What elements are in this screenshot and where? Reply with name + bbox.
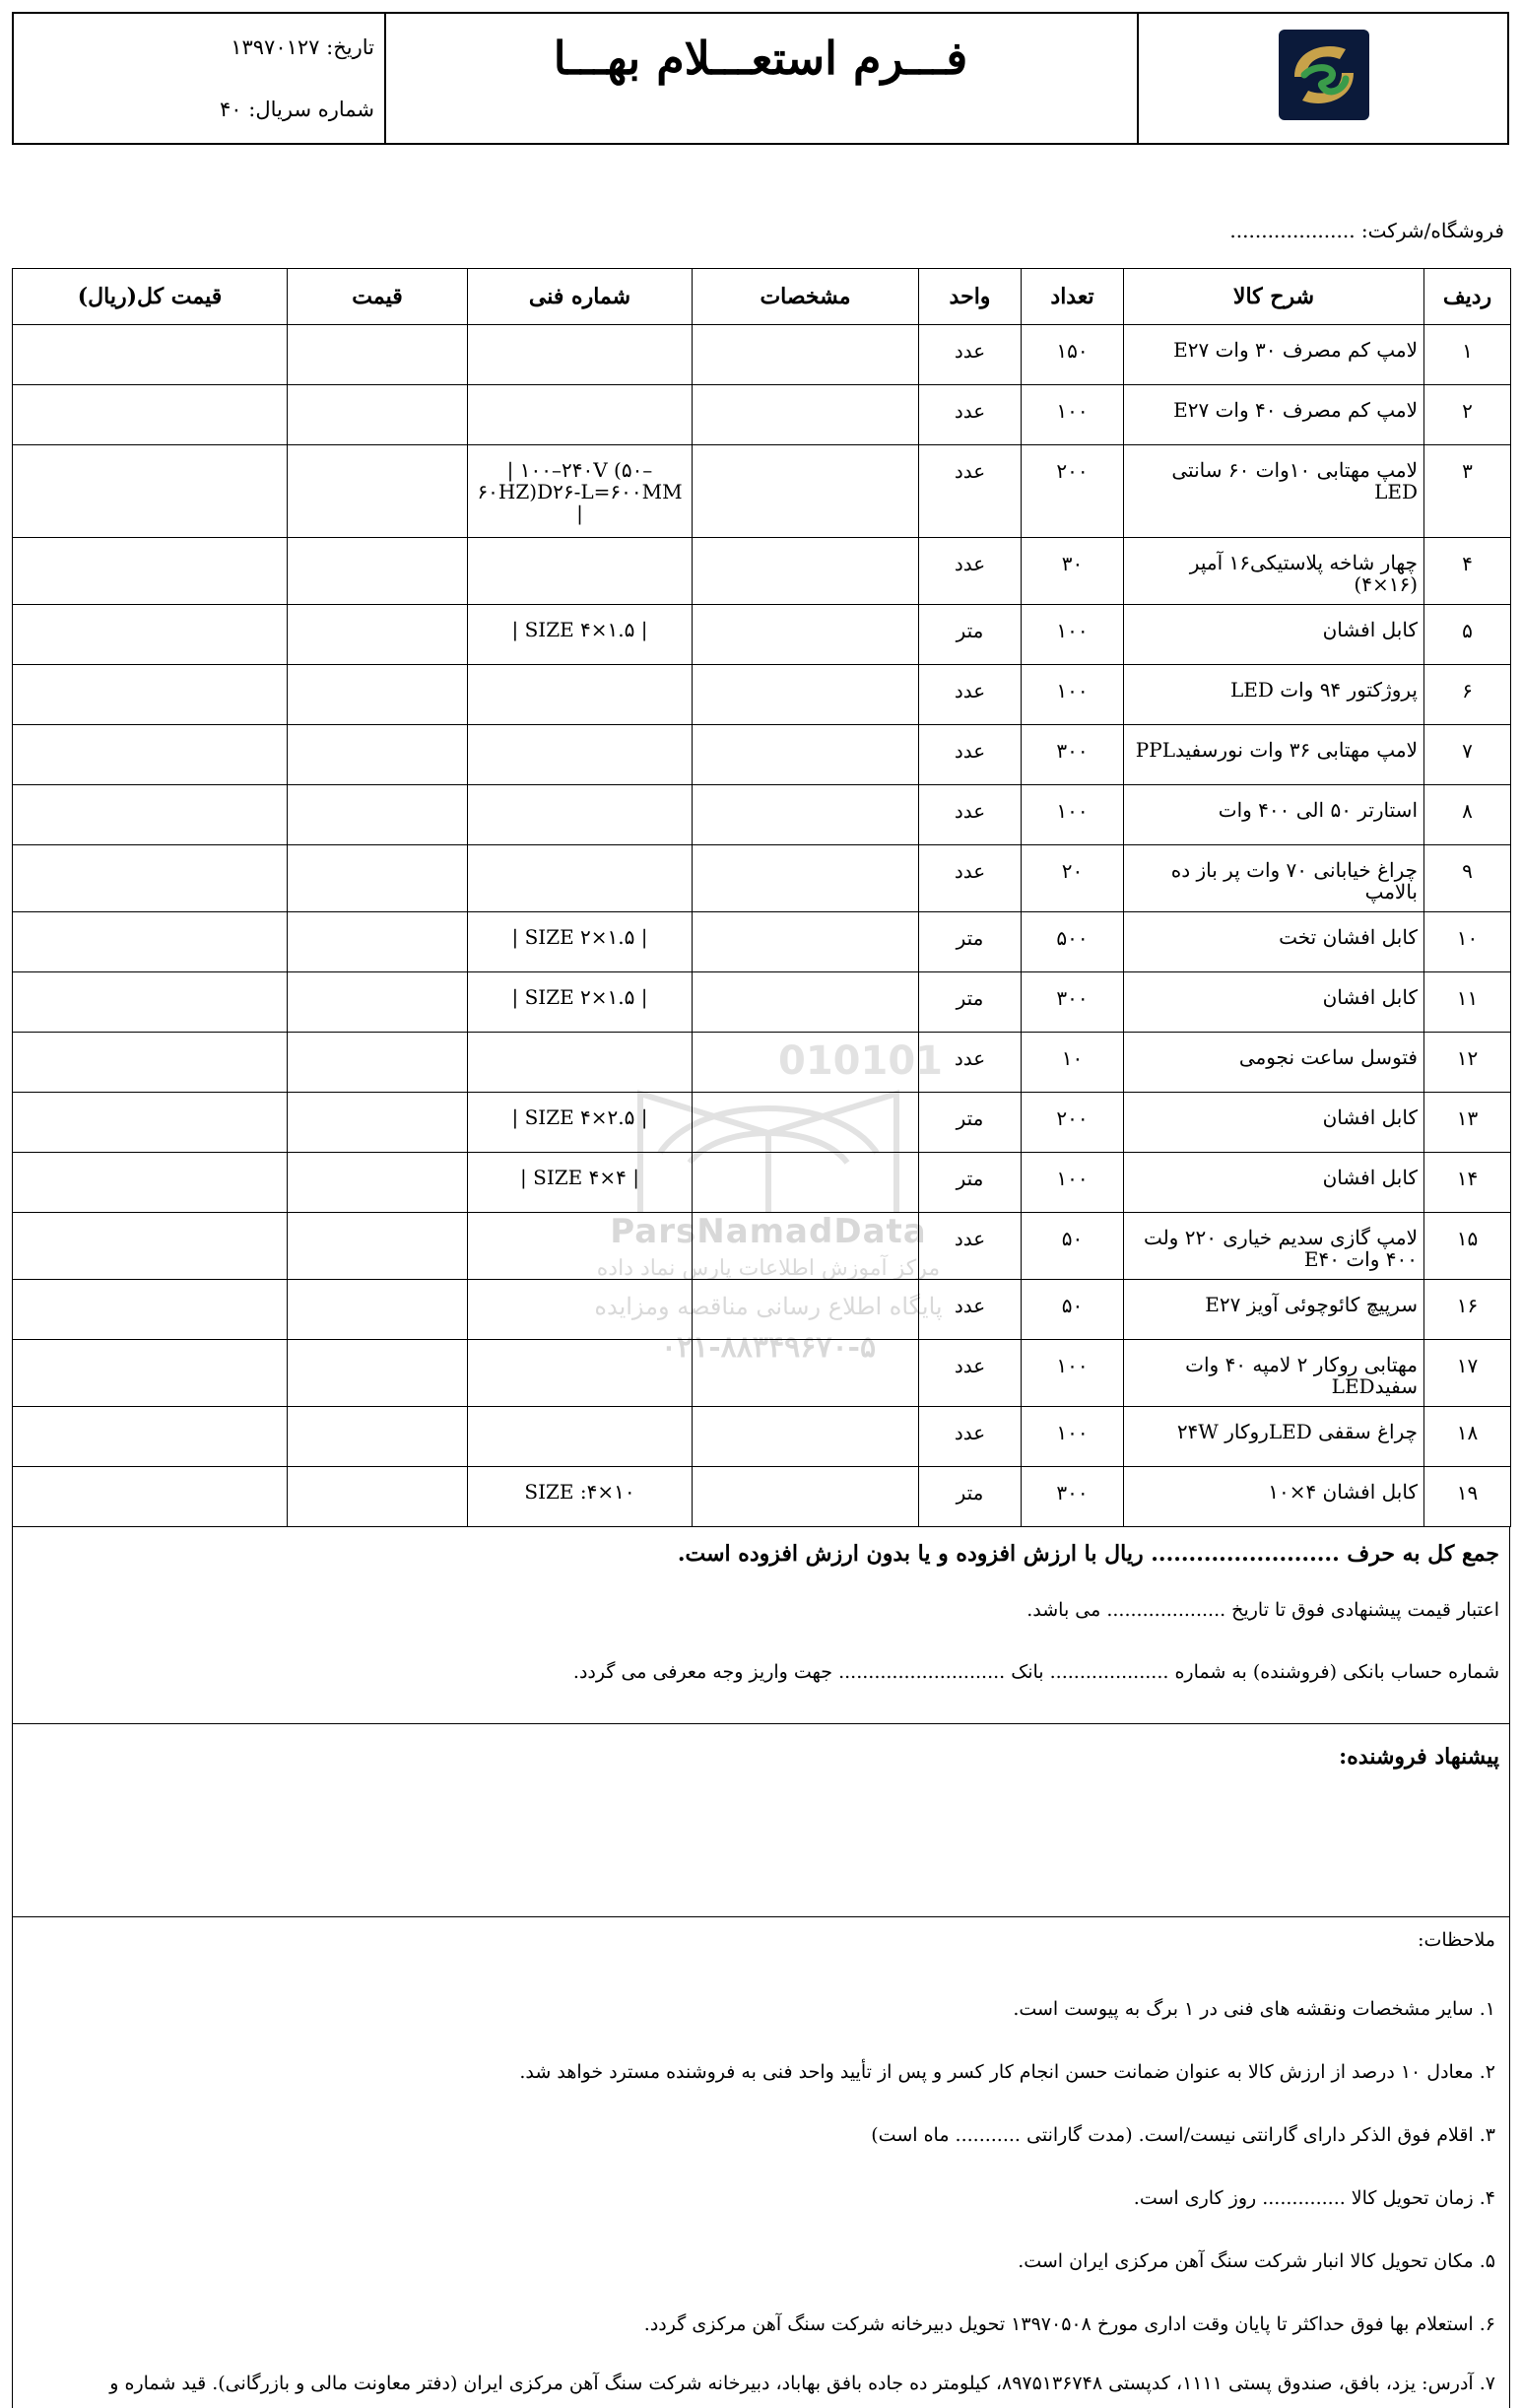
form-title: فـــرم استعـــلام بهـــا	[553, 32, 968, 85]
item-total-price	[13, 1213, 288, 1280]
item-quantity: ۱۰۰	[1022, 665, 1124, 725]
item-unit: متر	[919, 1467, 1022, 1527]
item-quantity: ۳۰۰	[1022, 725, 1124, 785]
item-quantity: ۱۵۰	[1022, 325, 1124, 385]
item-spec	[693, 845, 919, 912]
table-row	[13, 325, 1511, 385]
item-tech-number	[468, 1033, 693, 1093]
row-number: ۱۶	[1424, 1280, 1511, 1340]
item-spec	[693, 1467, 919, 1527]
item-description: کابل افشان ۴×۱۰	[1124, 1467, 1424, 1527]
table-row	[13, 1340, 1511, 1407]
row-number: ۱۵	[1424, 1213, 1511, 1280]
table-row	[13, 538, 1511, 605]
item-total-price	[13, 912, 288, 972]
item-price	[288, 445, 468, 538]
item-description: کابل افشان	[1124, 605, 1424, 665]
row-number: ۹	[1424, 845, 1511, 912]
item-tech-number	[468, 845, 693, 912]
form-header	[12, 12, 1509, 145]
item-spec	[693, 1033, 919, 1093]
item-spec	[693, 785, 919, 845]
item-unit: عدد	[919, 445, 1022, 538]
table-row	[13, 1467, 1511, 1527]
item-quantity: ۲۰۰	[1022, 445, 1124, 538]
item-description: چهار شاخه پلاستیکی۱۶ آمپر (۱۶×۴)	[1124, 538, 1424, 605]
item-price	[288, 972, 468, 1033]
item-tech-number: | SIZE ۴×۲.۵ |	[468, 1093, 693, 1153]
col-header-price: قیمت	[288, 269, 468, 325]
item-spec	[693, 1093, 919, 1153]
item-spec	[693, 1280, 919, 1340]
item-spec	[693, 665, 919, 725]
note-item: ۳. اقلام فوق الذکر دارای گارانتی نیست/است. (مدت گارانتی ........... ماه است)	[871, 2124, 1495, 2146]
item-total-price	[13, 1153, 288, 1213]
note-item: ۷. آدرس: یزد، بافق، صندوق پستی ۱۱۱۱، کدپستی ۸۹۷۵۱۳۶۷۴۸، کیلومتر ده جاده بافق بهاباد، دبیرخانه شرکت سنگ آهن مرکزی ایران (دفتر معاونت مالی و بازرگانی). قید شماره و	[109, 2373, 1495, 2394]
item-price	[288, 912, 468, 972]
item-spec	[693, 725, 919, 785]
item-tech-number: SIZE :۴×۱۰	[468, 1467, 693, 1527]
item-quantity: ۱۰۰	[1022, 785, 1124, 845]
serial-line	[14, 98, 374, 121]
table-row	[13, 1407, 1511, 1467]
item-description: لامپ کم مصرف ۴۰ وات E۲۷	[1124, 385, 1424, 445]
item-spec	[693, 538, 919, 605]
item-price	[288, 1213, 468, 1280]
item-quantity: ۱۰	[1022, 1033, 1124, 1093]
date-line	[14, 35, 374, 59]
item-unit: عدد	[919, 1340, 1022, 1407]
item-spec	[693, 972, 919, 1033]
item-total-price	[13, 725, 288, 785]
item-tech-number	[468, 1407, 693, 1467]
item-spec	[693, 912, 919, 972]
item-total-price	[13, 445, 288, 538]
item-tech-number: | ۱۰۰–۲۴۰V (۵۰– ۶۰HZ)D۲۶-L=۶۰۰MM |	[468, 445, 693, 538]
note-item: ۵. مکان تحویل کالا انبار شرکت سنگ آهن مرکزی ایران است.	[1018, 2250, 1495, 2272]
item-tech-number	[468, 385, 693, 445]
item-description: سرپیچ کائوچوئی آویز E۲۷	[1124, 1280, 1424, 1340]
table-header-row	[13, 269, 1511, 325]
table-row	[13, 1093, 1511, 1153]
item-quantity: ۱۰۰	[1022, 1153, 1124, 1213]
item-unit: عدد	[919, 845, 1022, 912]
item-unit: متر	[919, 1153, 1022, 1213]
serial-label: شماره سریال:	[248, 98, 374, 121]
item-description: لامپ مهتابی ۱۰وات ۶۰ سانتی LED	[1124, 445, 1424, 538]
item-total-price	[13, 1467, 288, 1527]
item-price	[288, 665, 468, 725]
item-spec	[693, 445, 919, 538]
row-number: ۷	[1424, 725, 1511, 785]
header-divider-right	[1137, 14, 1139, 143]
item-total-price	[13, 1093, 288, 1153]
col-header-qty: تعداد	[1022, 269, 1124, 325]
item-price	[288, 385, 468, 445]
item-quantity: ۱۰۰	[1022, 1407, 1124, 1467]
table-row	[13, 725, 1511, 785]
item-price	[288, 1153, 468, 1213]
item-tech-number	[468, 1213, 693, 1280]
item-total-price	[13, 1407, 288, 1467]
note-item: ۱. سایر مشخصات ونقشه های فنی در ۱ برگ به پیوست است.	[1013, 1998, 1495, 2020]
col-header-unit: واحد	[919, 269, 1022, 325]
item-tech-number: | SIZE ۴×۴ |	[468, 1153, 693, 1213]
item-quantity: ۱۰۰	[1022, 385, 1124, 445]
item-description: کابل افشان تخت	[1124, 912, 1424, 972]
seller-proposal-title: پیشنهاد فروشنده:	[1339, 1744, 1499, 1770]
serial-value: ۴۰	[220, 98, 242, 121]
watermark-line1: مرکز آموزش اطلاعات پارس نماد داده	[596, 1256, 941, 1281]
watermark-phone: ۰۲۱-۸۸۳۴۹۶۷۰-۵	[660, 1330, 877, 1365]
item-tech-number	[468, 325, 693, 385]
item-price	[288, 538, 468, 605]
notes-title: ملاحظات:	[1418, 1929, 1495, 1951]
date-value: ۱۳۹۷۰۱۲۷	[231, 35, 320, 59]
price-validity: اعتبار قیمت پیشنهادی فوق تا تاریخ .................... می باشد.	[1026, 1599, 1499, 1621]
col-header-tech-no: شماره فنی	[468, 269, 693, 325]
row-number: ۶	[1424, 665, 1511, 725]
watermark-line2: پایگاه اطلاع رسانی مناقصه ومزایده	[594, 1293, 943, 1320]
item-quantity: ۵۰۰	[1022, 912, 1124, 972]
item-unit: متر	[919, 605, 1022, 665]
item-description: پروژکتور ۹۴ وات LED	[1124, 665, 1424, 725]
item-total-price	[13, 325, 288, 385]
item-price	[288, 1340, 468, 1407]
item-unit: متر	[919, 972, 1022, 1033]
item-tech-number: | SIZE ۲×۱.۵ |	[468, 912, 693, 972]
item-description: کابل افشان	[1124, 1153, 1424, 1213]
summary-section	[12, 1527, 1510, 1724]
notes-section	[12, 1917, 1510, 2408]
note-item: ۶. استعلام بها فوق حداکثر تا پایان وقت اداری مورخ ۱۳۹۷۰۵۰۸ تحویل دبیرخانه شرکت سنگ آهن مرکزی گردد.	[643, 2313, 1495, 2335]
item-total-price	[13, 785, 288, 845]
item-tech-number	[468, 665, 693, 725]
item-description: مهتابی روکار ۲ لامپه ۴۰ وات سفیدLED	[1124, 1340, 1424, 1407]
item-tech-number	[468, 725, 693, 785]
item-description: لامپ مهتابی ۳۶ وات نورسفیدPPL	[1124, 725, 1424, 785]
item-tech-number	[468, 538, 693, 605]
table-row	[13, 605, 1511, 665]
item-tech-number	[468, 785, 693, 845]
watermark-digits: 010101	[778, 1038, 943, 1084]
row-number: ۱	[1424, 325, 1511, 385]
table-body	[13, 325, 1511, 1527]
item-description: چراغ سقفی LEDروکار ۲۴W	[1124, 1407, 1424, 1467]
item-description: استارتر ۵۰ الی ۴۰۰ وات	[1124, 785, 1424, 845]
table-row	[13, 665, 1511, 725]
item-description: لامپ گازی سدیم خیاری ۲۲۰ ولت ۴۰۰ وات E۴۰	[1124, 1213, 1424, 1280]
item-description: کابل افشان	[1124, 972, 1424, 1033]
item-tech-number	[468, 1280, 693, 1340]
item-spec	[693, 1153, 919, 1213]
row-number: ۱۰	[1424, 912, 1511, 972]
col-header-desc: شرح کالا	[1124, 269, 1424, 325]
item-spec	[693, 325, 919, 385]
store-company-line: فروشگاه/شرکت: ....................	[1229, 219, 1504, 242]
note-item: ۴. زمان تحویل کالا .............. روز کاری است.	[1133, 2187, 1495, 2209]
item-total-price	[13, 385, 288, 445]
item-unit: عدد	[919, 1033, 1022, 1093]
item-total-price	[13, 972, 288, 1033]
item-spec	[693, 1340, 919, 1407]
row-number: ۱۲	[1424, 1033, 1511, 1093]
item-price	[288, 845, 468, 912]
col-header-total: قیمت کل(ریال)	[13, 269, 288, 325]
item-total-price	[13, 538, 288, 605]
item-total-price	[13, 845, 288, 912]
item-unit: عدد	[919, 538, 1022, 605]
item-price	[288, 1033, 468, 1093]
total-in-words: جمع کل به حرف ......................... ریال با ارزش افزوده و یا بدون ارزش افزوده است.	[677, 1541, 1499, 1567]
item-quantity: ۱۰۰	[1022, 1340, 1124, 1407]
item-spec	[693, 1213, 919, 1280]
item-unit: متر	[919, 1093, 1022, 1153]
item-quantity: ۳۰۰	[1022, 972, 1124, 1033]
table-row	[13, 845, 1511, 912]
item-spec	[693, 605, 919, 665]
item-quantity: ۳۰۰	[1022, 1467, 1124, 1527]
table-row	[13, 1213, 1511, 1280]
item-unit: عدد	[919, 1407, 1022, 1467]
col-header-row-num: ردیف	[1424, 269, 1511, 325]
item-unit: عدد	[919, 385, 1022, 445]
row-number: ۱۳	[1424, 1093, 1511, 1153]
item-unit: عدد	[919, 325, 1022, 385]
item-unit: عدد	[919, 665, 1022, 725]
table-row	[13, 912, 1511, 972]
item-price	[288, 1280, 468, 1340]
item-total-price	[13, 1340, 288, 1407]
item-quantity: ۱۰۰	[1022, 605, 1124, 665]
item-tech-number: | SIZE ۴×۱.۵ |	[468, 605, 693, 665]
item-price	[288, 725, 468, 785]
bank-account: شماره حساب بانکی (فروشنده) به شماره .................... بانک ............................ جهت واریز وجه معرفی می گردد.	[572, 1661, 1499, 1683]
item-price	[288, 1093, 468, 1153]
note-item: ۲. معادل ۱۰ درصد از ارزش کالا به عنوان ضمانت حسن انجام کار کسر و پس از تأیید واحد فنی به فروشنده مسترد خواهد شد.	[519, 2061, 1495, 2083]
item-total-price	[13, 605, 288, 665]
item-quantity: ۵۰	[1022, 1213, 1124, 1280]
table-row	[13, 445, 1511, 538]
item-description: لامپ کم مصرف ۳۰ وات E۲۷	[1124, 325, 1424, 385]
row-number: ۱۱	[1424, 972, 1511, 1033]
table-row	[13, 385, 1511, 445]
item-description: فتوسل ساعت نجومی	[1124, 1033, 1424, 1093]
row-number: ۸	[1424, 785, 1511, 845]
watermark-brand: ParsNamadData	[610, 1212, 927, 1251]
item-unit: عدد	[919, 785, 1022, 845]
items-table	[12, 268, 1511, 1527]
item-price	[288, 1467, 468, 1527]
item-spec	[693, 1407, 919, 1467]
item-price	[288, 1407, 468, 1467]
row-number: ۱۷	[1424, 1340, 1511, 1407]
item-unit: متر	[919, 912, 1022, 972]
item-spec	[693, 385, 919, 445]
item-unit: عدد	[919, 1213, 1022, 1280]
row-number: ۳	[1424, 445, 1511, 538]
table-row	[13, 1280, 1511, 1340]
item-unit: عدد	[919, 725, 1022, 785]
item-total-price	[13, 665, 288, 725]
row-number: ۱۹	[1424, 1467, 1511, 1527]
item-quantity: ۵۰	[1022, 1280, 1124, 1340]
row-number: ۲	[1424, 385, 1511, 445]
item-total-price	[13, 1280, 288, 1340]
item-price	[288, 605, 468, 665]
col-header-spec: مشخصات	[693, 269, 919, 325]
row-number: ۴	[1424, 538, 1511, 605]
item-price	[288, 325, 468, 385]
item-tech-number: | SIZE ۲×۱.۵ |	[468, 972, 693, 1033]
table-row	[13, 972, 1511, 1033]
item-description: چراغ خیابانی ۷۰ وات پر باز ده بالامپ	[1124, 845, 1424, 912]
table-row	[13, 1033, 1511, 1093]
row-number: ۱۴	[1424, 1153, 1511, 1213]
row-number: ۱۸	[1424, 1407, 1511, 1467]
table-row	[13, 1153, 1511, 1213]
item-quantity: ۳۰	[1022, 538, 1124, 605]
item-quantity: ۲۰	[1022, 845, 1124, 912]
item-tech-number	[468, 1340, 693, 1407]
date-label: تاریخ:	[326, 35, 374, 59]
item-unit: عدد	[919, 1280, 1022, 1340]
item-description: کابل افشان	[1124, 1093, 1424, 1153]
table-row	[13, 785, 1511, 845]
seller-proposal-section	[12, 1724, 1510, 1917]
row-number: ۵	[1424, 605, 1511, 665]
item-total-price	[13, 1033, 288, 1093]
item-price	[288, 785, 468, 845]
item-quantity: ۲۰۰	[1022, 1093, 1124, 1153]
company-logo-icon	[1277, 28, 1371, 122]
